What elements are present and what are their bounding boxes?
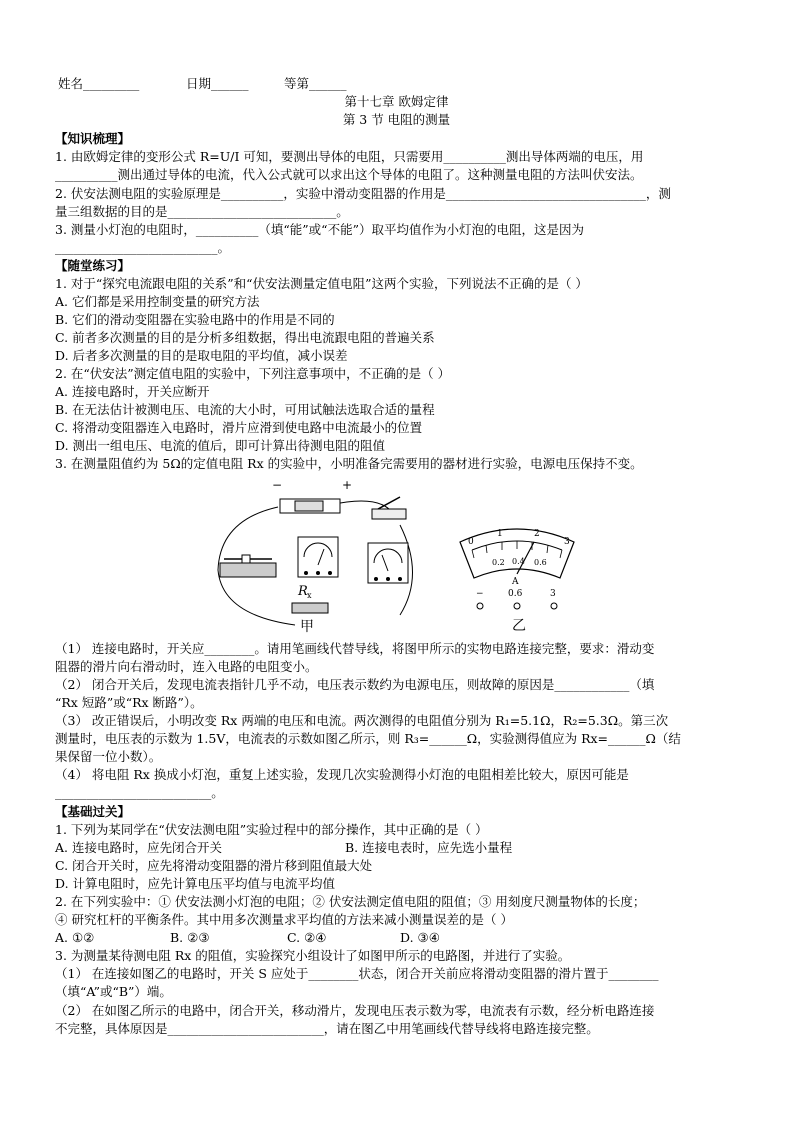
practice-q1: 1. 对于“探究电流跟电阻的关系”和“伏安法测量定值电阻”这两个实验，下列说法不正确的是（ ） [55, 276, 588, 291]
switch-icon [372, 509, 406, 519]
knowledge-q1-line2: __________测出通过导体的电流，代入公式就可以求出这个导体的电阻了。这种测量电阻的方法叫伏安法。 [55, 167, 643, 182]
terminal-minus-icon [477, 603, 483, 609]
practice-q3-part3-line2: 测量时，电压表的示数为 1.5V，电流表的示数如图乙所示，则 R₃=______Ω，实验测得值应为 Rx=______Ω（结 [55, 731, 681, 746]
figure-circuit-jia [200, 475, 430, 635]
knowledge-q2-line2: 量三组数据的目的是___________________________。 [55, 204, 349, 219]
scale-bottom-06: 0.6 [534, 558, 547, 567]
basic-q3-part2-line2: 不完整，具体原因是_________________________，请在图乙中用笔画线代替导线将电路连接完整。 [55, 1021, 599, 1036]
section-basic-heading: 【基础过关】 [55, 804, 131, 819]
practice-q2-option-b: B. 在无法估计被测电压、电流的大小时，可用试触法选取合适的量程 [55, 402, 435, 417]
basic-q2-option-a: A. ①② [55, 930, 95, 945]
basic-q2-line2: ④ 研究杠杆的平衡条件。其中用多次测量求平均值的方法来减小测量误差的是（ ） [55, 912, 513, 927]
rx-sub-label: x [307, 591, 312, 600]
basic-q3-part1-line2: （填“A”或“B”）端。 [55, 984, 172, 999]
battery-plus-label: + [342, 478, 353, 492]
terminal-06-icon [514, 603, 520, 609]
basic-q2-line1: 2. 在下列实验中：① 伏安法测小灯泡的电阻；② 伏安法测定值电阻的阻值；③ 用刻度尺测量物体的长度； [55, 894, 646, 909]
basic-q1-option-c: C. 闭合开关时，应先将滑动变阻器的滑片移到阻值最大处 [55, 858, 373, 873]
name-field: 姓名_________ [58, 76, 140, 91]
ammeter-unit-label: A [512, 577, 519, 587]
practice-q1-option-d: D. 后者多次测量的目的是取电阻的平均值，减小误差 [55, 348, 348, 363]
ammeter-dial-icon [460, 529, 574, 578]
scale-bottom-02: 0.2 [492, 558, 505, 567]
terminal-3-icon [551, 603, 557, 609]
scale-top-1: 1 [497, 529, 503, 539]
practice-q2-option-c: C. 将滑动变阻器连入电路时，滑片应滑到使电路中电流最小的位置 [55, 420, 423, 435]
practice-q1-option-a: A. 它们都是采用控制变量的研究方法 [55, 294, 260, 309]
battery-minus-label: − [272, 478, 283, 492]
grade-field: 等第______ [284, 76, 347, 91]
practice-q1-option-c: C. 前者多次测量的目的是分析多组数据，得出电流跟电阻的普遍关系 [55, 330, 435, 345]
basic-q3-part1-line1: （1） 在连接如图乙的电路时，开关 S 应处于________状态，闭合开关前应将滑动变阻器的滑片置于________ [55, 966, 659, 981]
basic-q2-option-c: C. ②④ [287, 930, 327, 945]
scale-bottom-04: 0.4 [512, 557, 525, 566]
rheostat-icon [220, 563, 276, 577]
section-title: 第 3 节 电阻的测量 [342, 112, 451, 127]
practice-q3-part3-line3: 果保留一位小数）。 [55, 749, 162, 764]
practice-q3-part4-line1: （4） 将电阻 Rx 换成小灯泡，重复上述实验，发现几次实验测得小灯泡的电阻相差比较大，原因可能是 [55, 767, 629, 782]
section-knowledge-heading: 【知识梳理】 [55, 131, 131, 146]
chapter-title: 第十七章 欧姆定律 [344, 94, 449, 109]
basic-q1: 1. 下列为某同学在“伏安法测电阻”实验过程中的部分操作，其中正确的是（ ） [55, 822, 488, 837]
practice-q3-part1-line1: （1） 连接电路时，开关应________。请用笔画线代替导线，将图甲所示的实物电路连接完整，要求：滑动变 [55, 641, 655, 656]
knowledge-q3-line1: 3. 测量小灯泡的电阻时，__________（填“能”或“不能”）取平均值作为小灯泡的电阻，这是因为 [55, 222, 584, 237]
figure-label-yi: 乙 [512, 618, 526, 634]
knowledge-q2-line1: 2. 伏安法测电阻的实验原理是__________，实验中滑动变阻器的作用是________________________________，测 [55, 186, 671, 201]
practice-q3-part1-line2: 阻器的滑片向右滑动时，连入电路的电阻变小。 [55, 659, 318, 674]
practice-q3-part2-line2: “Rx 短路”或“Rx 断路”）。 [55, 695, 203, 710]
figure-ammeter-yi [450, 520, 585, 635]
terminal-06-label: 0.6 [508, 589, 523, 599]
basic-q2-option-b: B. ②③ [170, 930, 210, 945]
knowledge-q1-line1: 1. 由欧姆定律的变形公式 R=U/I 可知，要测出导体的电阻，只需要用__________测出导体两端的电压，用 [55, 149, 644, 164]
scale-top-2: 2 [534, 529, 540, 539]
figure-label-jia: 甲 [300, 619, 314, 635]
basic-q1-option-b: B. 连接电表时，应先选小量程 [345, 840, 513, 855]
section-practice-heading: 【随堂练习】 [55, 258, 131, 273]
rx-label: R [298, 584, 308, 599]
practice-q3: 3. 在测量阻值约为 5Ω的定值电阻 Rx 的实验中，小明准备完需要用的器材进行实验，电源电压保持不变。 [55, 456, 643, 471]
basic-q1-option-d: D. 计算电阻时，应先计算电压平均值与电流平均值 [55, 876, 336, 891]
practice-q3-part4-line2: _________________________。 [55, 785, 224, 800]
practice-q1-option-b: B. 它们的滑动变阻器在实验电路中的作用是不同的 [55, 312, 335, 327]
terminal-minus-label: − [476, 589, 484, 599]
scale-top-3: 3 [564, 537, 570, 547]
practice-q2: 2. 在“伏安法”测定值电阻的实验中，下列注意事项中，不正确的是（ ） [55, 366, 451, 381]
basic-q2-option-d: D. ③④ [400, 930, 440, 945]
resistor-rx-icon [292, 603, 328, 613]
basic-q3-part2-line1: （2） 在如图乙所示的电路中，闭合开关，移动滑片，发现电压表示数为零，电流表有示数，经分析电路连接 [55, 1003, 655, 1018]
basic-q1-option-a: A. 连接电路时，应先闭合开关 [55, 840, 222, 855]
practice-q3-part2-line1: （2） 闭合开关后，发现电流表指针几乎不动，电压表示数约为电源电压，则故障的原因是____________（填 [55, 677, 655, 692]
practice-q2-option-d: D. 测出一组电压、电流的值后，即可计算出待测电阻的阻值 [55, 438, 386, 453]
practice-q3-part3-line1: （3） 改正错误后，小明改变 Rx 两端的电压和电流。两次测得的电阻值分别为 R₁=5.1Ω，R₂=5.3Ω。第三次 [55, 713, 669, 728]
scale-top-0: 0 [468, 537, 474, 547]
terminal-3-label: 3 [550, 589, 556, 599]
knowledge-q3-line2: __________________________。 [55, 240, 231, 255]
date-field: 日期______ [186, 76, 249, 91]
basic-q3: 3. 为测量某待测电阻 Rx 的阻值，实验探究小组设计了如图甲所示的电路图，并进行了实验。 [55, 948, 571, 963]
practice-q2-option-a: A. 连接电路时，开关应断开 [55, 384, 210, 399]
